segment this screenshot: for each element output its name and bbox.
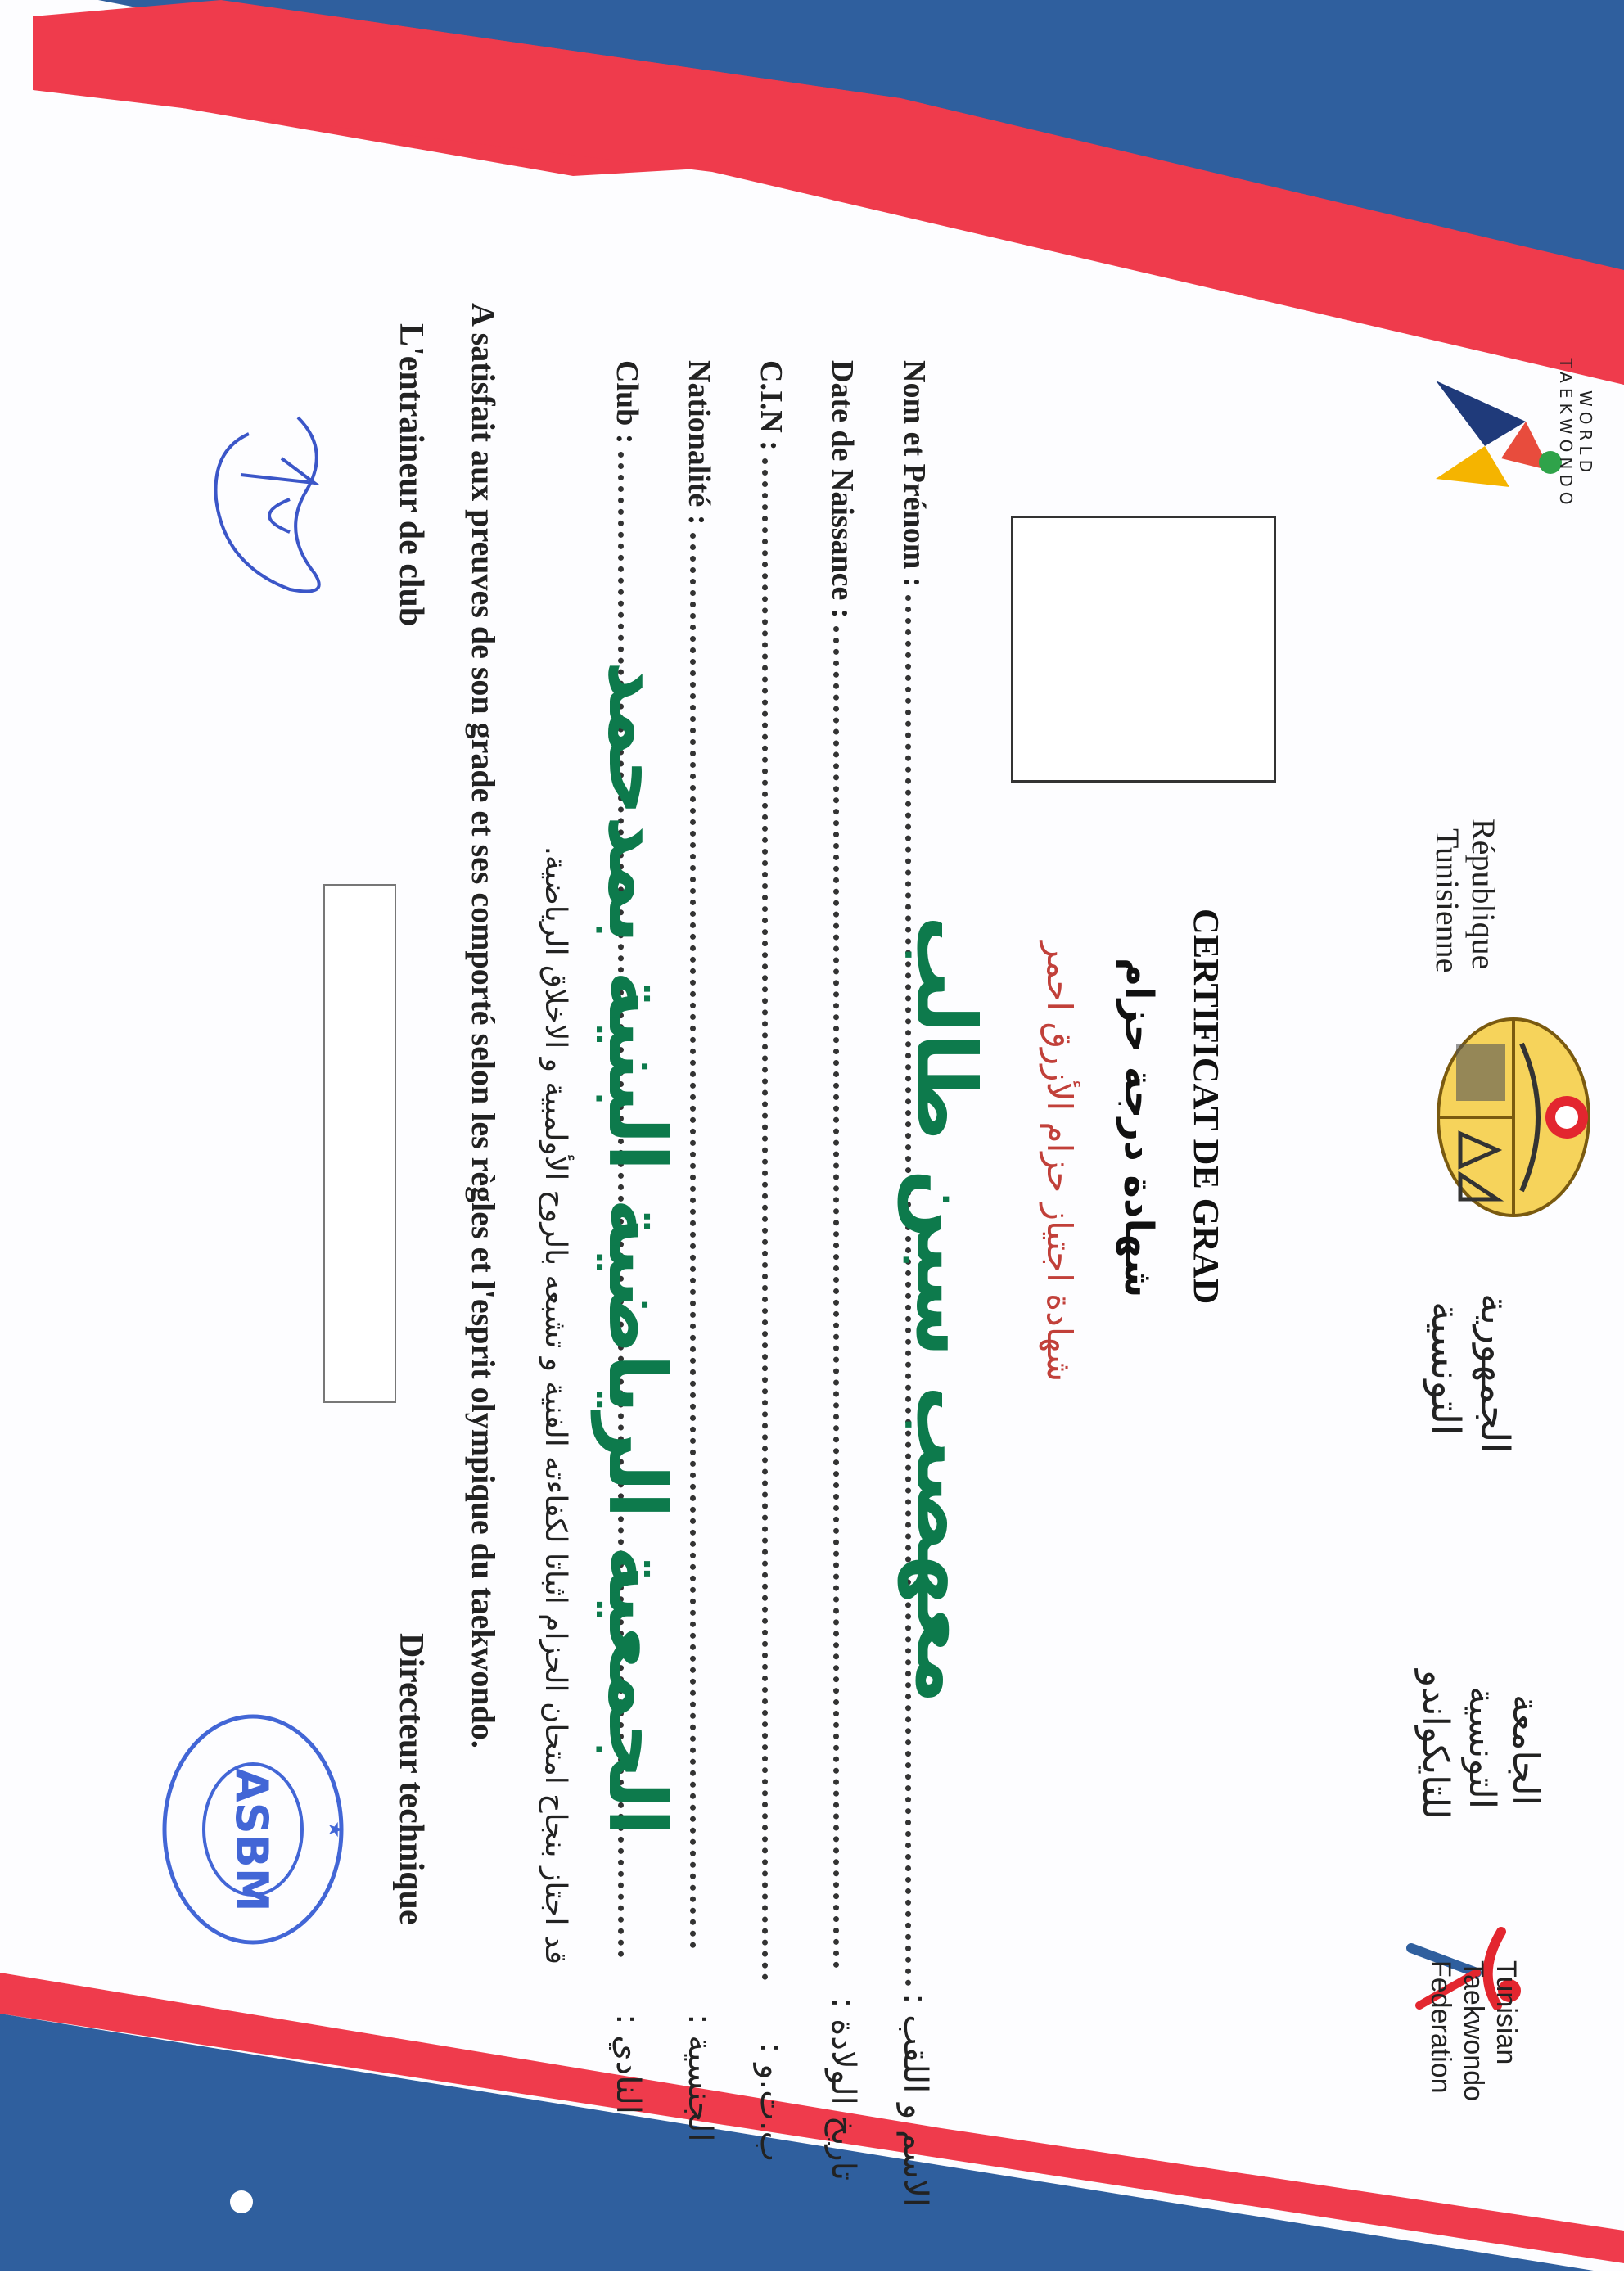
birth-row <box>824 360 860 1969</box>
birth-label-ar: تاريخ الولادة : <box>824 1997 862 2181</box>
federation-en-line1: Tunisian <box>1491 1960 1522 2065</box>
subtitle-ar: شهادة اجتياز حزام الأزرق احمر <box>1040 941 1080 1383</box>
tunisia-coat-of-arms <box>1423 1011 1604 1224</box>
statement-ar: قد اجتاز بنجاح امتحان الحزام اثباتا لكفاءته الفنية و تشبعه بالروح الأولمبية و الاخلاق الرياضية. <box>539 846 572 1964</box>
name-label-fr: Nom et Prénom : <box>897 360 932 588</box>
republic-ar-line2: التونسية <box>1423 1301 1468 1436</box>
stamp-text: ASBM <box>226 1768 277 1912</box>
grade-blank-box <box>323 884 396 1403</box>
birth-dots <box>833 626 846 1969</box>
nationality-dots <box>690 533 702 1949</box>
federation-en-line3: Federation <box>1425 1960 1456 2094</box>
name-label-ar: الاسم و اللقب : <box>896 1993 934 2208</box>
republic-fr-line1: République <box>1465 819 1502 970</box>
svg-text:★: ★ <box>324 1820 347 1838</box>
coach-signature <box>200 401 347 614</box>
republic-fr-line2: Tunisienne <box>1429 828 1466 973</box>
club-label-fr: Club : <box>610 360 644 444</box>
statement-fr: A satisfait aux preuves de son grade et ses comporté selon les règles et l'esprit olympique du taekwondo. <box>465 303 502 1748</box>
club-label-ar: النادي : <box>609 2014 647 2114</box>
cin-row <box>753 360 789 1981</box>
cin-dots <box>762 458 774 1981</box>
world-taekwondo-logo <box>1411 323 1599 536</box>
nationality-label-ar: الجنسية : <box>681 2014 719 2142</box>
federation-ar-line3: للتايكواندو <box>1414 1670 1456 1820</box>
republic-ar-line1: الجمهورية <box>1472 1293 1518 1454</box>
name-handwritten-value: معهصب سبن طالب <box>898 915 994 1704</box>
coat-of-arms-icon <box>1423 1011 1604 1224</box>
signature-icon <box>200 401 347 614</box>
world-taekwondo-text: WORLD TAEKWONDO <box>1556 358 1595 510</box>
federation-ar-line2: التونسية <box>1461 1686 1503 1810</box>
federation-ar-line1: الجامعة <box>1504 1694 1546 1806</box>
federation-en-line2: Taekwondo <box>1458 1960 1489 2102</box>
nationality-row <box>681 360 717 1949</box>
club-handwritten-value: الجمعية الرياضية البنية بمدحمد <box>591 661 683 1836</box>
club-stamp <box>159 1711 347 1948</box>
cin-label-ar: ب.ت.و : <box>753 2042 791 2163</box>
title-ar: شهادة درجة حزام <box>1116 958 1162 1298</box>
director-label: Directeur technique <box>392 1633 430 1925</box>
title-fr: CERTIFICAT DE GRAD <box>1186 909 1226 1305</box>
photo-box <box>1011 516 1276 783</box>
cin-label-fr: C.I.N : <box>754 360 788 451</box>
nationality-label-fr: Nationalité : <box>682 360 716 526</box>
birth-label-fr: Date de Naissance : <box>825 360 859 619</box>
coach-label: L'entraineur de club <box>392 323 430 627</box>
